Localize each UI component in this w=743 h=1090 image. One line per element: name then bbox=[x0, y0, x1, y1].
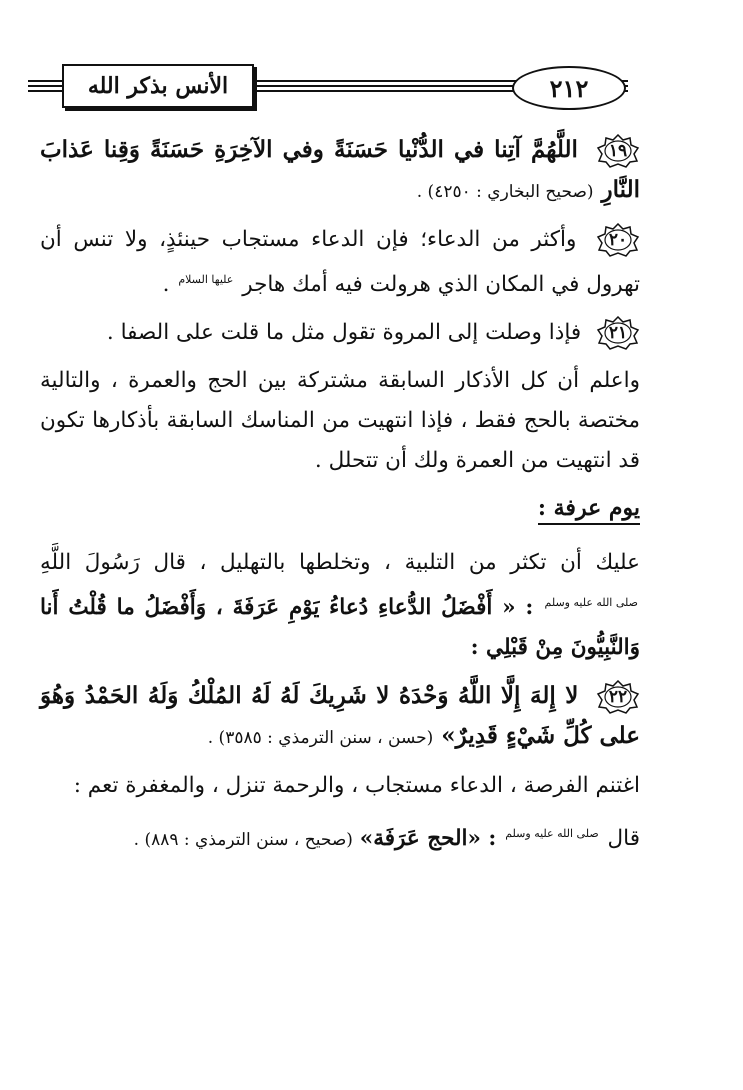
salawat-glyph: صلى الله عليه وسلم bbox=[544, 596, 638, 610]
closing-hadith-start: قال bbox=[607, 826, 640, 852]
dua-20 bbox=[40, 220, 640, 305]
dua-22-reference: (حسن ، سنن الترمذي : ٣٥٨٥) . bbox=[207, 728, 434, 749]
dua-19-text: اللَّهُمَّ آتِنا في الدُّنْيا حَسَنَةً وفي الآخِرَةِ حَسَنَةً وَقِنا عَذابَ النَّارِ bbox=[40, 136, 640, 203]
dua-22-text: لا إِلهَ إِلَّا اللَّهُ وَحْدَهُ لا شَرِيكَ لَهُ لَهُ المُلْكُ وَلَهُ الحَمْدُ وَهُوَ على كُلِّ شَيْءٍ قَدِيرٌ» bbox=[40, 682, 640, 750]
section-heading: يوم عرفة : bbox=[538, 495, 640, 525]
salawat-glyph: صلى الله عليه وسلم bbox=[505, 827, 599, 841]
note-paragraph: واعلم أن كل الأذكار السابقة مشتركة بين الحج والعمرة ، والتالية مختصة بالحج فقط ، فإذا انتهيت من المناسك السابقة بأذكارها تكون قد انتهيت من العمرة ولك أن تتحلل . bbox=[40, 368, 640, 474]
book-title: الأنس بذكر الله bbox=[62, 64, 254, 108]
number-badge-22: ٢٢ bbox=[596, 680, 640, 714]
page-number: ٢١٢ bbox=[512, 66, 626, 110]
dua-20-text: وأكثر من الدعاء؛ فإن الدعاء مستجاب حينئذٍ، ولا تنس أن تهرول في المكان الذي هرولت فيه أمك هاجر bbox=[40, 227, 640, 298]
closing-paragraph: اغتنم الفرصة ، الدعاء مستجاب ، والرحمة تنزل ، والمغفرة تعم : bbox=[73, 773, 640, 799]
number-badge-20: ٢٠ bbox=[596, 223, 640, 257]
dua-22 bbox=[40, 676, 640, 758]
page-content bbox=[40, 130, 640, 868]
salawat-glyph: عليها السلام bbox=[178, 273, 234, 286]
closing-hadith bbox=[40, 814, 640, 860]
arafah-hadith: : « أَفْضَلُ الدُّعاءِ دُعاءُ يَوْمِ عَرَفَةَ ، وَأَفْضَلُ ما قُلْتُ أَنا وَالنَّبِيُّونَ مِنْ قَبْلِي : bbox=[40, 595, 640, 661]
page-header bbox=[28, 62, 628, 112]
number-badge-19: ١٩ bbox=[596, 134, 640, 168]
number-badge-21: ٢١ bbox=[596, 316, 640, 350]
closing-hadith-reference: (صحيح ، سنن الترمذي : ٨٨٩) . bbox=[133, 830, 353, 851]
arafah-intro: عليك أن تكثر من التلبية ، وتخلطها بالتهليل ، قال رَسُولَ اللَّهِ bbox=[40, 550, 640, 576]
dua-19-reference: (صحيح البخاري : ٤٢٥٠) . bbox=[416, 182, 594, 202]
dua-21 bbox=[40, 313, 640, 353]
dua-21-text: فإذا وصلت إلى المروة تقول مثل ما قلت على الصفا . bbox=[106, 320, 582, 346]
dua-20-end: . bbox=[162, 272, 170, 298]
dua-19 bbox=[40, 130, 640, 212]
arafah-paragraph bbox=[40, 543, 640, 668]
closing-hadith-text: : «الحج عَرَفَة» bbox=[359, 826, 497, 852]
